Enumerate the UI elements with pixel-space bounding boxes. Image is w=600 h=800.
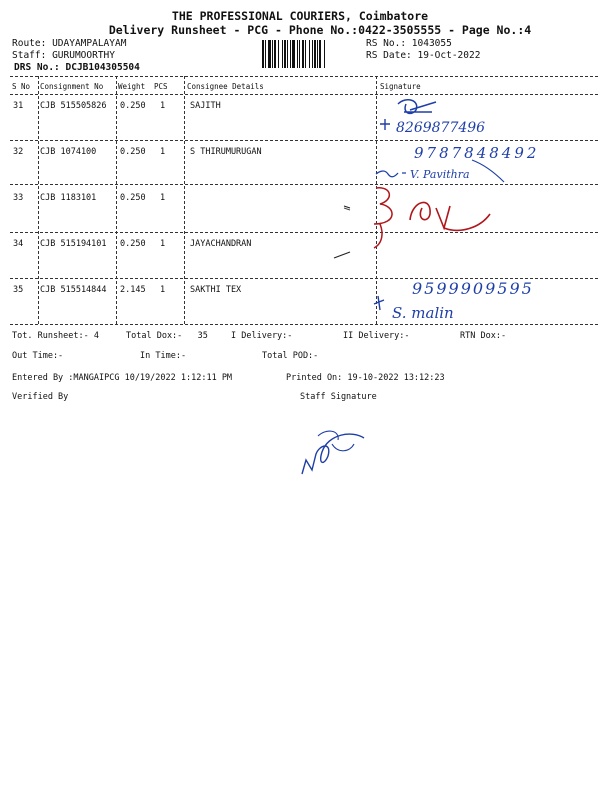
rs-date-line: [366, 50, 480, 61]
rtn-dox: RTN Dox:-: [460, 331, 507, 341]
row-consignment: CJB 1183101: [40, 193, 97, 203]
staff-signature-label: Staff Signature: [300, 392, 377, 402]
ink-marks: [330, 196, 360, 276]
out-time: Out Time:-: [12, 351, 64, 361]
runsheet-subtitle: Delivery Runsheet - PCG - Phone No.:0422-3505555 - Page No.:4: [108, 23, 532, 37]
company-title: THE PROFESSIONAL COURIERS, Coimbatore: [171, 9, 429, 23]
barcode: [262, 40, 358, 68]
column-divider: [184, 76, 185, 324]
row-consignee: SAKTHI TEX: [190, 285, 242, 295]
printed-on: Printed On: 19-10-2022 13:12:23: [286, 373, 445, 383]
row-consignment: CJB 515514844: [40, 285, 107, 295]
row-consignee: JAYACHANDRAN: [190, 239, 252, 249]
col-header-consignment: Consignment No: [40, 82, 104, 91]
signature-phone-text: 8269877496: [396, 120, 486, 136]
row-pcs: 1: [160, 285, 166, 295]
row-weight: 0.250: [120, 239, 146, 249]
route-label: Route:: [12, 38, 47, 49]
col-header-consignee: Consignee Details: [187, 82, 264, 91]
col-header-pcs: PCS: [154, 82, 168, 91]
row-sno: 33: [13, 193, 24, 203]
rs-no-value: 1043055: [411, 38, 452, 49]
row-pcs: 1: [160, 239, 166, 249]
verified-by: Verified By: [12, 392, 69, 402]
col-header-sno: S No: [12, 82, 31, 91]
row-consignment: CJB 515505826: [40, 101, 107, 111]
i-delivery: I Delivery:-: [231, 331, 293, 341]
drs-line: [14, 62, 140, 73]
entered-by: Entered By :MANGAIPCG 10/19/2022 1:12:11 PM: [12, 373, 233, 383]
total-dox: Total Dox:- 35: [126, 331, 208, 341]
row-consignee: S THIRUMURUGAN: [190, 147, 262, 157]
total-runsheet: Tot. Runsheet:- 4: [12, 331, 99, 341]
row-consignee: SAJITH: [190, 101, 221, 111]
column-divider: [116, 76, 117, 324]
row-pcs: 1: [160, 147, 166, 157]
table-top-rule: [10, 76, 598, 77]
row-sno: 32: [13, 147, 24, 157]
row-weight: 0.250: [120, 147, 146, 157]
col-header-signature: Signature: [380, 82, 421, 91]
staff-line: [12, 50, 115, 61]
row-sno: 34: [13, 239, 24, 249]
route-value: UDAYAMPALAYAM: [52, 38, 127, 49]
row-pcs: 1: [160, 193, 166, 203]
signature-name-text: V. Pavithra: [410, 168, 470, 181]
signature-row-31: [376, 94, 536, 140]
drs-value: DCJB104305504: [65, 62, 140, 73]
ii-delivery: II Delivery:-: [343, 331, 410, 341]
row-consignment: CJB 1074100: [40, 147, 97, 157]
row-sno: 31: [13, 101, 24, 111]
drs-label: DRS No.:: [14, 62, 60, 73]
column-divider: [38, 76, 39, 324]
row-pcs: 1: [160, 101, 166, 111]
col-header-weight: Weight: [118, 82, 146, 91]
in-time: In Time:-: [140, 351, 187, 361]
rs-no-line: [366, 38, 452, 49]
signature-phone-text: 9599909595: [412, 279, 534, 298]
row-sno: 35: [13, 285, 24, 295]
signature-name-text: S. malin: [392, 304, 454, 322]
signature-phone-text: 9787848492: [414, 144, 540, 162]
rs-no-label: RS No.:: [366, 38, 407, 49]
staff-signature: [292, 424, 372, 484]
row-weight: 0.250: [120, 101, 146, 111]
rs-date-value: 19-Oct-2022: [417, 50, 481, 61]
staff-label: Staff:: [12, 50, 47, 61]
signature-row-33: [340, 184, 510, 264]
row-weight: 0.250: [120, 193, 146, 203]
signature-row-32: [376, 140, 566, 186]
row-weight: 2.145: [120, 285, 146, 295]
row-consignment: CJB 515194101: [40, 239, 107, 249]
rs-date-label: RS Date:: [366, 50, 412, 61]
route-line: [12, 38, 126, 49]
total-pod: Total POD:-: [262, 351, 319, 361]
signature-row-35: [370, 274, 580, 326]
staff-value: GURUMOORTHY: [52, 50, 115, 61]
